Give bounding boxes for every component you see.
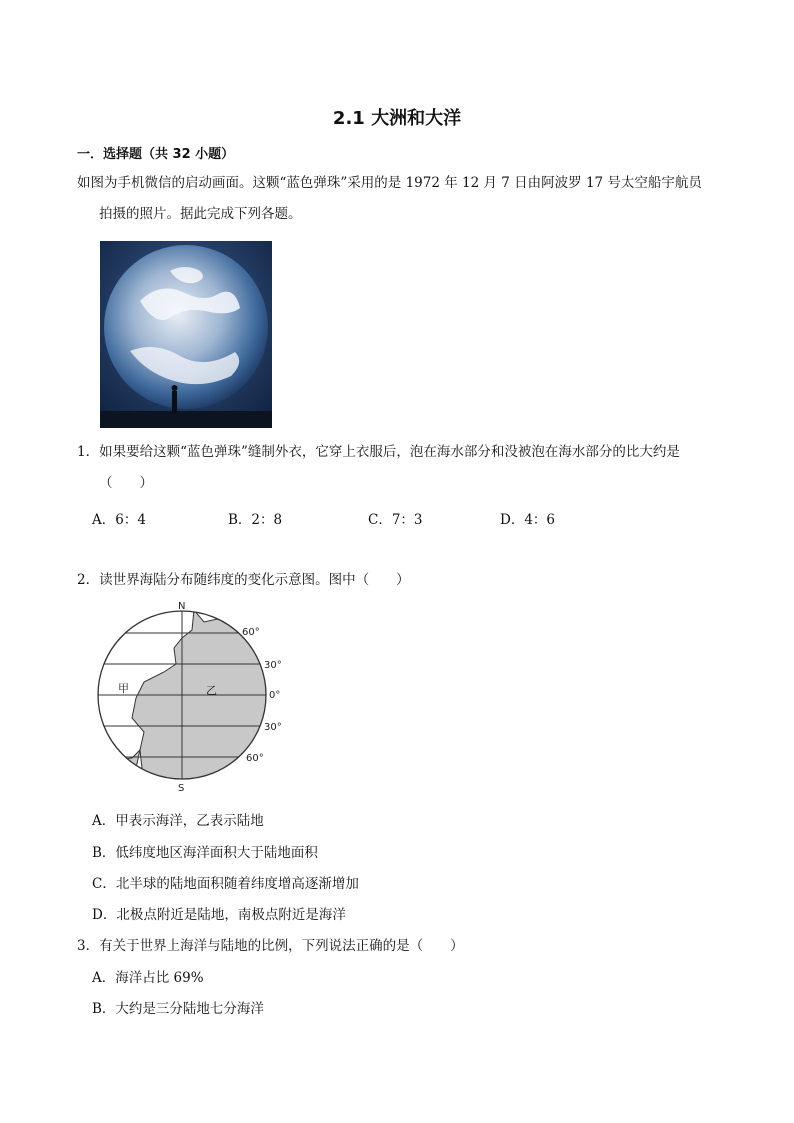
q2-option-a[interactable]: A．甲表示海洋，乙表示陆地 — [92, 813, 264, 829]
lat-label-equator: 0° — [269, 690, 281, 701]
intro-line-1: 如图为手机微信的启动画面。这颗“蓝色弹珠”采用的是 1972 年 12 月 7 日由阿波罗 17 号太空船宇航员 — [77, 175, 702, 191]
q3-option-a[interactable]: A．海洋占比 69% — [92, 970, 204, 986]
page-title: 2.1 大洲和大洋 — [332, 108, 462, 129]
q2-stem: 2．读世界海陆分布随纬度的变化示意图。图中（ ） — [77, 572, 410, 588]
earth-photo — [100, 241, 272, 428]
q2-option-b[interactable]: B．低纬度地区海洋面积大于陆地面积 — [92, 845, 318, 861]
lat-label-30s: 30° — [264, 722, 282, 733]
q3-option-b[interactable]: B．大约是三分陆地七分海洋 — [92, 1001, 264, 1017]
q1-stem-line-1: 1．如果要给这颗“蓝色弹珠”缝制外衣，它穿上衣服后，泡在海水部分和没被泡在海水部分的比大约是 — [77, 444, 680, 460]
north-label: N — [178, 601, 186, 612]
q1-option-b[interactable]: B．2：8 — [228, 512, 283, 528]
lat-label-60n: 60° — [242, 627, 260, 638]
q1-option-c[interactable]: C．7：3 — [368, 512, 423, 528]
q1-option-d[interactable]: D．4：6 — [500, 512, 556, 528]
question-1 — [77, 437, 727, 499]
land-label: 乙 — [206, 684, 217, 697]
lat-label-60s: 60° — [246, 753, 264, 764]
intro-line-2: 拍摄的照片。据此完成下列各题。 — [99, 206, 302, 222]
q2-option-d[interactable]: D．北极点附近是陆地，南极点附近是海洋 — [92, 907, 346, 923]
ocean-label: 甲 — [118, 682, 129, 695]
sea-land-diagram — [92, 600, 292, 792]
q3-stem: 3．有关于世界上海洋与陆地的比例，下列说法正确的是（ ） — [77, 938, 464, 954]
q1-stem-line-2: （ ） — [99, 475, 153, 491]
south-label: S — [178, 783, 185, 792]
q2-option-c[interactable]: C．北半球的陆地面积随着纬度增高逐渐增加 — [92, 876, 359, 892]
q1-option-a[interactable]: A．6：4 — [92, 512, 146, 528]
intro-paragraph — [77, 168, 727, 230]
section-heading: 一．选择题（共 32 小题） — [77, 147, 235, 162]
lat-label-30n: 30° — [264, 660, 282, 671]
